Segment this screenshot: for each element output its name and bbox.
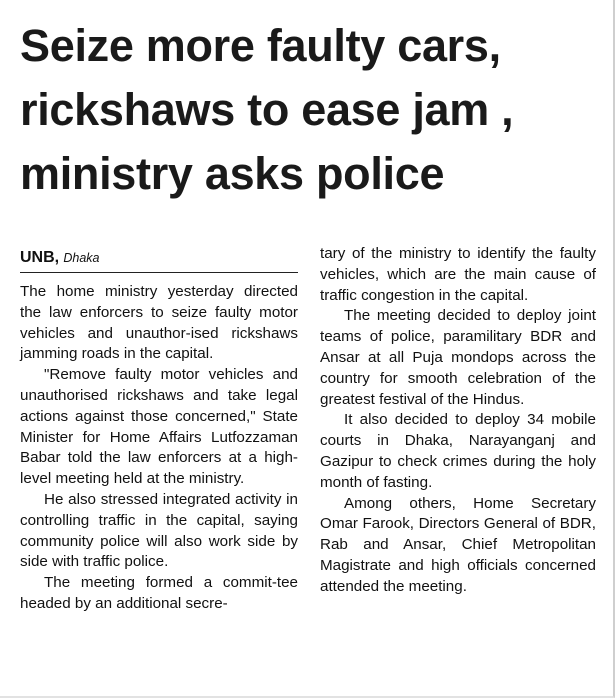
article-column-right (320, 244, 596, 598)
byline-dateline: Dhaka (63, 251, 100, 265)
headline (20, 14, 600, 206)
paragraph-5: The meeting decided to deploy joint teams of police, paramilitary BDR and Ansar at all Puja mondops across the country for smooth celebration of the greatest festival of the Hindus. (320, 307, 596, 408)
paragraph-4-continued: tary of the ministry to identify the faulty vehicles, which are the main cause of traffic congestion in the capital. (320, 245, 596, 304)
article-column-left (20, 246, 298, 615)
paragraph-2: "Remove faulty motor vehicles and unauthorised rickshaws and take legal actions against those concerned," State Minister for Home Affairs Lutfozzaman Babar told the law enforcers at a high-level meeting held at the ministry. (20, 366, 298, 488)
headline-line-3: ministry asks police (20, 148, 445, 199)
byline (20, 246, 298, 273)
paragraph-4: The meeting formed a commit-tee headed by an additional secre- (20, 574, 298, 612)
paragraph-6: It also decided to deploy 34 mobile courts in Dhaka, Narayanganj and Gazipur to check crimes during the holy month of fasting. (320, 411, 596, 491)
paragraph-7: Among others, Home Secretary Omar Farook, Directors General of BDR, Rab and Ansar, Chief Metropolitan Magistrate and high officials concerned attended the meeting. (320, 494, 596, 595)
byline-agency: UNB, (20, 249, 60, 266)
paragraph-1: The home ministry yesterday directed the law enforcers to seize faulty motor vehicles and unauthor-ised rickshaws jamming roads in the capital. (20, 283, 298, 363)
headline-line-2: rickshaws to ease jam , (20, 84, 514, 135)
headline-line-1: Seize more faulty cars, (20, 20, 501, 71)
paragraph-3: He also stressed integrated activity in controlling traffic in the capital, saying community police will also work side by side with traffic police. (20, 490, 298, 571)
